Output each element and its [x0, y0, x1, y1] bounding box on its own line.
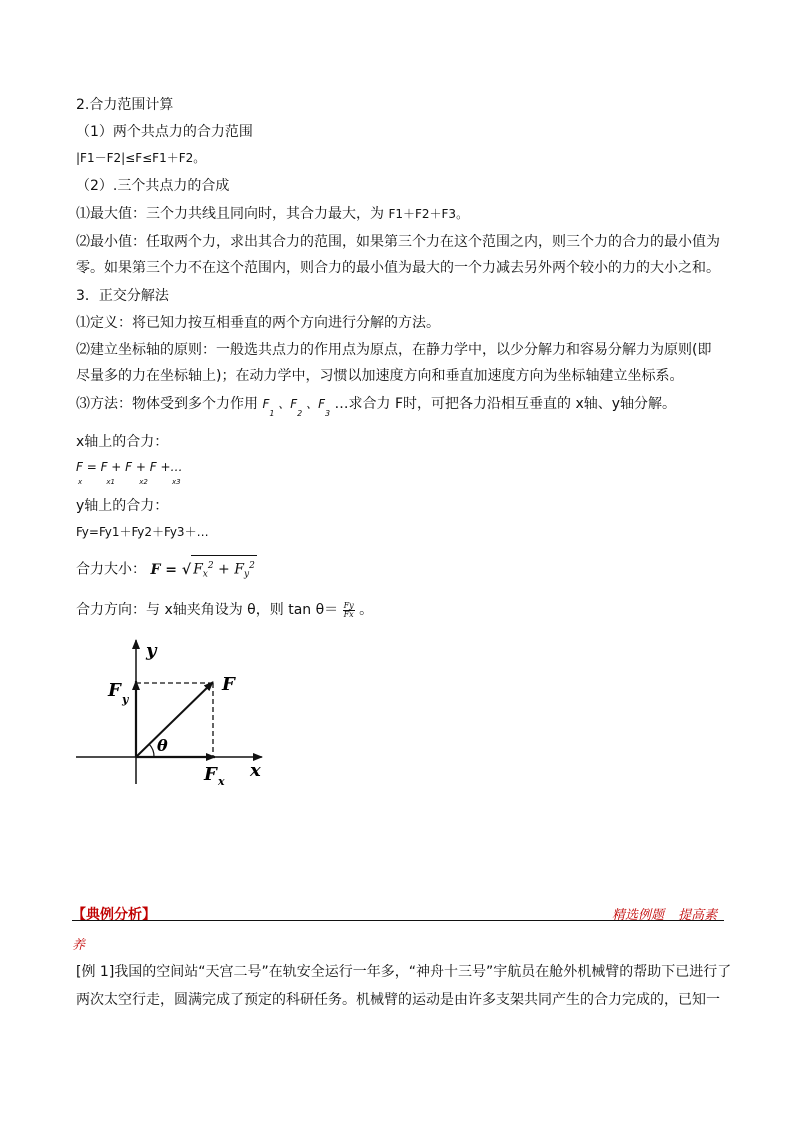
force-fx-label: F — [204, 764, 217, 785]
axis-principle-line1: ⑵建立坐标轴的原则：一般选共点力的作用点为原点，在静力学中，以少分解力和容易分解力为原则(即 — [76, 342, 712, 358]
example-line1: [例 1]我国的空间站“天宫二号”在轨安全运行一年多，“神舟十三号”宇航员在舱外机械臂的帮助下已进行了 — [76, 964, 732, 980]
force-fx-subscript: x — [218, 775, 225, 788]
theta-arc — [149, 744, 154, 757]
section2-title: 2.合力范围计算 — [76, 97, 174, 113]
force-f-label: F — [222, 674, 235, 695]
max-value-line — [76, 204, 468, 224]
tag-improve-literacy-wrap: 养 — [72, 938, 86, 953]
forces-list-symbols: $F_1$ 、$F_2$ 、$F_3$ — [262, 397, 331, 418]
method-prefix: ⑶方法：物体受到多个力作用 — [76, 396, 258, 412]
method-suffix: …求合力 F时，可把各力沿相互垂直的 x轴、y轴分解。 — [334, 396, 677, 412]
section2-item2: （2）.三个共点力的合成 — [76, 178, 230, 194]
magnitude-line — [76, 555, 257, 585]
min-value-line2: 零。如果第三个力不在这个范围内，则合力的最小值为最大的一个力减去另外两个较小的力的大小之和。 — [76, 260, 720, 276]
direction-text: 合力方向：与 x轴夹角设为 θ，则 tan θ＝ — [76, 602, 339, 618]
max-value-formula: F1＋F2＋F3。 — [388, 207, 469, 221]
x-axis-label: x轴上的合力： — [76, 434, 169, 450]
section2-item1: （1）两个共点力的合力范围 — [76, 124, 253, 140]
example-line2: 两次太空行走，圆满完成了预定的科研任务。机械臂的运动是由许多支架共同产生的合力完成的，已知一 — [76, 992, 720, 1008]
example-analysis-header: 【典例分析】 — [72, 907, 156, 923]
tan-fraction: $\frac{Fy}{Fx}$ — [343, 600, 354, 619]
force-decomposition-diagram — [70, 628, 280, 793]
x-axis-label: x — [250, 760, 261, 781]
x-axis-formula-subscripts: x x1 x2 x3 — [78, 478, 181, 486]
axis-principle-line2: 尽量多的力在坐标轴上)；在动力学中，习惯以加速度方向和垂直加速度方向为坐标轴建立坐标系。 — [76, 368, 684, 384]
tag-improve-literacy: 提高素 — [678, 908, 718, 923]
magnitude-formula: F = √ $F_x^2 + F_y^2$ — [150, 562, 256, 578]
resultant-force-vector — [136, 682, 213, 757]
y-axis-label: y轴上的合力： — [76, 498, 169, 514]
min-value-line1: ⑵最小值：任取两个力，求出其合力的范围，如果第三个力在这个范围之内，则三个力的合力的最小值为 — [76, 234, 720, 250]
y-axis-formula: Fy=Fy1＋Fy2＋Fy3＋… — [76, 525, 209, 539]
header-separator — [72, 920, 724, 921]
range-formula: |F1－F2|≤F≤F1＋F2。 — [76, 151, 206, 165]
y-axis-label: y — [146, 640, 157, 661]
force-fy-subscript: y — [122, 693, 129, 706]
theta-label: θ — [157, 736, 168, 755]
section3-title: 3．正交分解法 — [76, 288, 169, 304]
method-line — [76, 394, 676, 416]
tag-selected-examples: 精选例题 — [612, 908, 665, 923]
definition-line: ⑴定义：将已知力按互相垂直的两个方向进行分解的方法。 — [76, 315, 440, 331]
direction-line — [76, 600, 373, 620]
x-axis-formula: F = F + F + F +… — [76, 460, 183, 474]
direction-suffix: 。 — [359, 602, 374, 618]
max-value-text: ⑴最大值：三个力共线且同向时，其合力最大，为 — [76, 206, 384, 222]
force-fy-label: F — [108, 680, 121, 701]
magnitude-label: 合力大小： — [76, 561, 146, 578]
